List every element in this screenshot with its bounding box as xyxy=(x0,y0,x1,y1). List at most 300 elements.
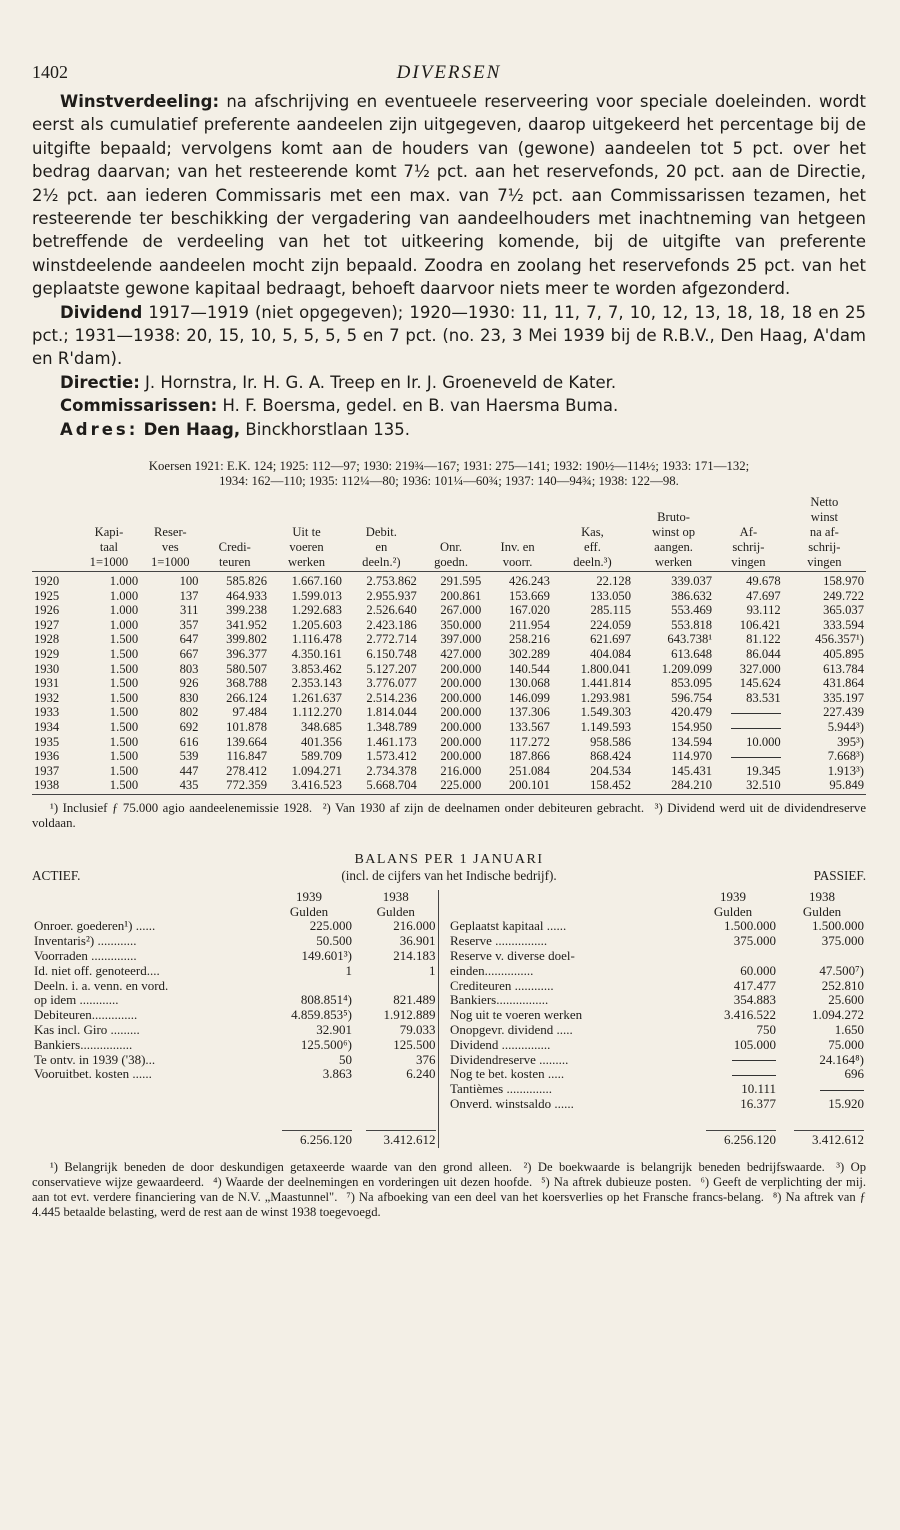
dash-rule xyxy=(820,1090,864,1091)
row-year: 1933 xyxy=(34,705,60,720)
column-header: vingen xyxy=(714,555,783,572)
table-cell: 266.124 xyxy=(226,690,268,705)
table-cell: 258.216 xyxy=(508,632,550,647)
balance-row xyxy=(32,964,866,979)
table-cell: 426.243 xyxy=(508,574,550,589)
passief-item-value: 24.164⁸) xyxy=(819,1051,864,1067)
table-cell: 3.776.077 xyxy=(366,676,417,691)
passief-item-value: 750 xyxy=(756,1021,776,1037)
table-cell: 32.510 xyxy=(714,778,783,794)
table-cell: 3.416.523 xyxy=(269,778,344,794)
table-cell: 1.293.981 xyxy=(580,690,631,705)
table-cell: 3.853.462 xyxy=(291,661,342,676)
passief-item-label: Onverd. winstsaldo ...... xyxy=(450,1095,574,1111)
table-row xyxy=(32,705,866,720)
table-cell: 2.772.714 xyxy=(366,632,417,647)
column-header xyxy=(32,540,78,555)
table-header-row xyxy=(32,525,866,540)
table-cell: 339.037 xyxy=(671,574,713,589)
table-cell: 1.116.478 xyxy=(292,632,342,647)
actief-item-value: 3.863 xyxy=(322,1066,352,1082)
table-row xyxy=(32,691,866,706)
table-cell xyxy=(714,749,783,764)
table-cell: 1.000 xyxy=(109,617,139,632)
dash-rule xyxy=(731,713,781,714)
row-year: 1930 xyxy=(34,661,60,676)
actief-item-label: Voorraden .............. xyxy=(34,948,137,963)
column-header: voeren xyxy=(289,540,324,555)
column-header: goedn. xyxy=(419,555,483,572)
balans-note-7: ⁷) Na afboeking van een deel van het koersverlies op het Fransche francs-belang. xyxy=(346,1189,764,1204)
passief-item-value: 1.650 xyxy=(834,1021,864,1037)
table-cell xyxy=(714,720,783,735)
column-header: 1=1000 xyxy=(78,555,140,572)
passief-item-label: Dividendreserve ......... xyxy=(450,1051,569,1067)
table-cell: 2.753.862 xyxy=(366,574,417,589)
fin-note-3: ³) Dividend werd uit de dividendreserve voldaan. xyxy=(32,801,867,831)
table-cell: 200.000 xyxy=(440,690,482,705)
table-cell: 464.933 xyxy=(226,588,268,603)
table-cell: 365.037 xyxy=(823,603,864,618)
passief-item-label: Reserve ................ xyxy=(450,933,548,949)
table-cell: 1.814.044 xyxy=(366,705,417,720)
table-cell: 613.648 xyxy=(671,647,713,662)
table-cell: 227.439 xyxy=(823,705,864,720)
table-cell: 19.345 xyxy=(746,763,781,778)
passief-unit-1939: Gulden xyxy=(713,903,753,919)
passief-item-label: Nog te bet. kosten ..... xyxy=(450,1066,565,1082)
table-cell: 1.441.814 xyxy=(580,676,631,691)
balans-subtitle: (incl. de cijfers van het Indische bedrijf). xyxy=(341,867,557,883)
table-row xyxy=(32,632,866,647)
table-cell: 200.000 xyxy=(440,661,482,676)
actief-year-1939: 1939 xyxy=(296,888,322,904)
running-head: DIVERSEN xyxy=(396,62,502,83)
balance-row xyxy=(32,979,866,994)
table-cell: 137.306 xyxy=(508,705,550,720)
passief-year-1939: 1939 xyxy=(720,888,746,904)
actief-item-value: 4.859.853⁵) xyxy=(291,1007,352,1023)
table-cell: 285.115 xyxy=(590,603,631,618)
actief-total-1939: 6.256.120 xyxy=(282,1130,352,1148)
actief-item-value: 125.500 xyxy=(393,1036,436,1052)
actief-total-1938: 3.412.612 xyxy=(366,1130,436,1148)
table-cell: 1.292.683 xyxy=(291,603,342,618)
passief-item-label: Crediteuren ............ xyxy=(450,977,554,993)
passief-item-value: 15.920 xyxy=(828,1095,864,1111)
table-cell: 291.595 xyxy=(440,574,482,589)
balance-row xyxy=(32,1082,866,1097)
table-cell: 133.567 xyxy=(508,720,550,735)
column-header: vingen xyxy=(783,555,866,572)
table-cell: 200.000 xyxy=(440,720,482,735)
column-header: schrij- xyxy=(732,540,765,555)
passief-item-value: 354.883 xyxy=(733,992,776,1008)
table-cell: 589.709 xyxy=(301,749,342,764)
actief-item-value xyxy=(264,979,354,994)
table-cell: 1.000 xyxy=(109,603,139,618)
table-cell: 153.669 xyxy=(508,588,550,603)
table-cell: 225.000 xyxy=(419,778,483,794)
passief-item-value: 417.477 xyxy=(733,977,776,993)
table-cell: 134.594 xyxy=(671,734,713,749)
column-header xyxy=(32,525,78,540)
table-cell: 130.068 xyxy=(508,676,550,691)
koersen-line-1: Koersen 1921: E.K. 124; 1925: 112—97; 1930: 219¾—167; 1931: 275—141; 1932: 190½—114½; 1933: 171—132; xyxy=(148,459,750,474)
page-header xyxy=(32,58,866,90)
table-cell: 187.866 xyxy=(508,749,550,764)
actief-heading: ACTIEF. xyxy=(32,867,81,883)
dash-rule xyxy=(731,757,781,758)
table-row xyxy=(32,764,866,779)
actief-item-value: 1 xyxy=(429,962,436,978)
table-cell: 4.350.161 xyxy=(291,647,342,662)
table-cell: 278.412 xyxy=(226,763,268,778)
dividend-paragraph xyxy=(32,301,866,371)
balance-row xyxy=(32,1008,866,1023)
passief-item-value: 696 xyxy=(844,1066,864,1082)
table-cell: 167.020 xyxy=(508,603,550,618)
column-header xyxy=(483,525,552,540)
table-cell: 200.861 xyxy=(440,588,482,603)
adres-city: Den Haag, xyxy=(143,419,241,439)
table-cell: 2.514.236 xyxy=(366,690,417,705)
koersen xyxy=(32,459,866,489)
table-cell: 396.377 xyxy=(226,647,268,662)
column-header: ves xyxy=(161,540,179,555)
table-cell: 1.573.412 xyxy=(366,749,417,764)
actief-unit-1939: Gulden xyxy=(289,903,329,919)
header-winst: winst xyxy=(810,510,839,525)
table-cell: 1.461.173 xyxy=(366,734,417,749)
table-cell: 596.754 xyxy=(671,690,713,705)
table-cell: 539 xyxy=(179,749,199,764)
commissarissen-text: H. F. Boersma, gedel. en B. van Haersma Buma. xyxy=(222,396,619,416)
table-cell: 1.500 xyxy=(78,778,140,794)
passief-item-label: Bankiers................ xyxy=(450,992,549,1008)
table-cell: 117.272 xyxy=(509,734,550,749)
directie-text: J. Hornstra, Ir. H. G. A. Treep en Ir. J. Groeneveld de Kater. xyxy=(145,372,617,392)
table-cell: 1.500 xyxy=(109,763,139,778)
table-cell: 1.913³) xyxy=(827,763,864,778)
actief-item-label: op idem ............ xyxy=(34,992,119,1008)
table-cell: 1.261.637 xyxy=(291,690,342,705)
actief-item-value: 79.033 xyxy=(399,1021,436,1037)
column-header: Inv. en xyxy=(500,540,535,555)
passief-item-value: 1.500.000 xyxy=(812,918,864,934)
table-cell: 395³) xyxy=(837,734,864,749)
table-cell: 613.784 xyxy=(823,661,864,676)
passief-item-value: 16.377 xyxy=(740,1095,776,1111)
table-cell: 1.500 xyxy=(109,676,139,691)
balans-note-1: ¹) Belangrijk beneden de door deskundigen getaxeerde waarde van den grond alleen. xyxy=(50,1159,513,1174)
passief-item-value: 60.000 xyxy=(740,962,776,978)
table-cell: 5.668.704 xyxy=(344,778,419,794)
table-cell: 1.000 xyxy=(109,574,139,589)
table-cell: 93.112 xyxy=(746,603,781,618)
actief-item-value: 50.500 xyxy=(316,933,352,949)
passief-item-value: 47.500⁷) xyxy=(819,962,864,978)
balance-row xyxy=(32,1038,866,1053)
passief-item-value: 252.810 xyxy=(821,977,864,993)
table-cell: 97.484 xyxy=(232,705,268,720)
table-cell: 200.000 xyxy=(440,749,482,764)
table-cell: 95.849 xyxy=(783,778,866,794)
actief-item-value: 1 xyxy=(345,962,352,978)
column-header: schrij- xyxy=(808,540,841,555)
passief-item-value: 375.000 xyxy=(733,933,776,949)
winstverdeeling-text: na afschrijving en eventueele reserveering voor speciale doeleinden. wordt eerst als cumulatief preferente aandeelen zijn uitgegeven, daarop uitgekeerd het percentage bij de uitgifte bepaald; vervolgens komt aan de houders van (gewone) aandeelen tot 5 pct. over het bedrag daarvan; van het resteerende komt 7½ pct. aan het reservefonds, 20 pct. aan de Directie, 2½ pct. aan iederen Commissaris met een max. van 7½ pct. aan Commissarissen tezamen, het resteerende ter beschikking der vergadering van aandeelhouders met inachtneming van hetgeen betreffende de verdeeling van het tot uitkeering komende, bij de uitgifte van preferente winstdeelende aandeelen mocht zijn bepaald. Zoodra en zoolang het reservefonds 25 pct. van het geplaatste gewone kapitaal bedraagt, behoeft daarvoor niets meer te worden afgezonderd. xyxy=(32,92,866,299)
table-cell: 1.205.603 xyxy=(291,617,342,632)
table-cell: 267.000 xyxy=(440,603,482,618)
financial-table xyxy=(32,495,866,795)
table-cell: 621.697 xyxy=(590,632,631,647)
table-cell: 146.099 xyxy=(508,690,550,705)
actief-item-label: Inventaris²) ............ xyxy=(34,933,137,949)
table-cell: 456.357¹) xyxy=(815,632,864,647)
fin-note-2: ²) Van 1930 af zijn de deelnamen onder debiteuren gebracht. xyxy=(322,801,645,815)
table-cell: 200.000 xyxy=(440,676,482,691)
balance-row xyxy=(32,1067,866,1082)
table-cell: 667 xyxy=(179,647,199,662)
balans-title: BALANS PER 1 JANUARI xyxy=(354,851,544,867)
table-header-row xyxy=(32,540,866,555)
table-cell: 435 xyxy=(140,778,200,794)
table-cell: 216.000 xyxy=(440,763,482,778)
column-header: taal xyxy=(99,540,119,555)
row-year: 1927 xyxy=(34,617,60,632)
table-cell: 647 xyxy=(179,632,199,647)
passief-item-value xyxy=(688,1053,778,1068)
table-cell: 333.594 xyxy=(823,617,864,632)
table-row xyxy=(32,749,866,764)
actief-item-value: 6.240 xyxy=(406,1066,436,1082)
adres-paragraph xyxy=(32,418,866,441)
table-cell: 5.127.207 xyxy=(366,661,417,676)
table-cell: 772.359 xyxy=(200,778,269,794)
financial-notes xyxy=(32,801,866,832)
adres-label: Adres: xyxy=(60,419,139,439)
table-cell: 86.044 xyxy=(746,647,781,662)
actief-item-label: Kas incl. Giro ......... xyxy=(34,1021,140,1037)
actief-item-value: 225.000 xyxy=(309,918,352,934)
table-header-row xyxy=(32,555,866,572)
table-cell: 200.000 xyxy=(440,734,482,749)
actief-item-value: 125.500⁶) xyxy=(300,1036,352,1052)
balance-row xyxy=(32,934,866,949)
winstverdeeling-paragraph xyxy=(32,90,866,301)
adres-street: Binckhorstlaan 135. xyxy=(245,419,411,439)
table-cell: 302.289 xyxy=(508,647,550,662)
column-header xyxy=(419,525,483,540)
passief-item-value: 105.000 xyxy=(733,1036,776,1052)
table-cell: 137 xyxy=(179,588,199,603)
table-cell: 803 xyxy=(179,661,199,676)
balans-note-3: ³) Op conservatieve wijze gewaardeerd. xyxy=(32,1159,867,1189)
table-cell: 327.000 xyxy=(739,661,781,676)
dividend-text: 1917—1919 (niet opgegeven); 1920—1930: 11, 11, 7, 7, 10, 12, 13, 18, 18, 18 en 25 pct.; 1931—1938: 20, 15, 10, 5, 5, 5, 5 en 7 pct. (no. 23, 3 Mei 1939 bij de R.B.V., Den Haag, A'dam en R'dam). xyxy=(32,302,866,369)
table-cell: 830 xyxy=(179,690,199,705)
row-year: 1931 xyxy=(34,676,60,691)
table-cell: 1.348.789 xyxy=(366,720,417,735)
table-cell: 139.664 xyxy=(226,734,268,749)
balans-note-5: ⁵) Na aftrek dubieuze posten. xyxy=(541,1174,692,1189)
row-year: 1920 xyxy=(34,574,60,589)
table-cell: 399.802 xyxy=(226,632,268,647)
actief-item-value: 808.851⁴) xyxy=(300,992,352,1008)
dash-rule xyxy=(731,728,781,729)
passief-unit-1938: Gulden xyxy=(802,903,842,919)
table-cell: 133.050 xyxy=(590,588,631,603)
actief-item-label: Onroer. goederen¹) ...... xyxy=(34,918,156,934)
header-netto: Netto xyxy=(810,495,839,510)
table-cell: 5.944³) xyxy=(827,720,864,735)
balance-row xyxy=(32,1053,866,1068)
actief-item-value: 214.183 xyxy=(393,948,436,963)
row-year: 1925 xyxy=(34,588,60,603)
passief-item-value: 25.600 xyxy=(828,992,864,1008)
passief-item-value: 1.500.000 xyxy=(724,918,776,934)
column-header: teuren xyxy=(200,555,269,572)
column-header: na af- xyxy=(809,525,839,540)
table-cell: 10.000 xyxy=(746,734,781,749)
column-header: en xyxy=(375,540,388,555)
passief-item-label: Geplaatst kapitaal ...... xyxy=(450,918,567,934)
row-year: 1935 xyxy=(34,734,60,749)
table-cell: 114.970 xyxy=(671,749,713,764)
table-cell: 1.500 xyxy=(109,632,139,647)
table-cell: 1.500 xyxy=(109,720,139,735)
actief-item-label: Debiteuren.............. xyxy=(34,1007,138,1023)
header-bruto: Bruto- xyxy=(657,510,690,525)
balance-row xyxy=(32,949,866,964)
column-header: Debit. xyxy=(365,525,397,540)
table-cell: 868.424 xyxy=(590,749,631,764)
table-cell: 2.955.937 xyxy=(366,588,417,603)
table-cell: 616 xyxy=(179,734,199,749)
table-cell: 145.624 xyxy=(739,676,781,691)
table-cell xyxy=(714,705,783,720)
table-cell: 116.847 xyxy=(226,749,268,764)
table-cell: 200.000 xyxy=(440,705,482,720)
table-cell: 348.685 xyxy=(301,720,342,735)
actief-item-value xyxy=(354,979,438,994)
table-cell: 1.149.593 xyxy=(580,720,631,735)
passief-item-label: Reserve v. diverse doel- xyxy=(450,948,575,963)
column-header xyxy=(200,525,269,540)
table-cell: 397.000 xyxy=(440,632,482,647)
table-cell: 251.084 xyxy=(508,763,550,778)
passief-item-value: 10.111 xyxy=(741,1081,776,1097)
table-cell: 2.353.143 xyxy=(291,676,342,691)
balans-subheader xyxy=(32,868,866,886)
table-cell: 204.534 xyxy=(590,763,631,778)
table-cell: 357 xyxy=(179,617,199,632)
actief-item-value: 1.912.889 xyxy=(383,1007,436,1023)
actief-year-1938: 1938 xyxy=(382,888,409,904)
actief-item-label: Te ontv. in 1939 ('38)... xyxy=(34,1051,156,1067)
table-cell: 140.544 xyxy=(508,661,550,676)
table-cell: 100 xyxy=(179,574,199,589)
commissarissen-label: Commissarissen: xyxy=(60,396,218,416)
actief-item-value: 36.901 xyxy=(399,933,436,949)
actief-item-value: 821.489 xyxy=(393,992,436,1008)
table-cell: 335.197 xyxy=(823,690,864,705)
table-cell: 643.738¹ xyxy=(667,632,713,647)
table-cell: 1.112.270 xyxy=(292,705,342,720)
table-cell: 1.500 xyxy=(109,690,139,705)
passief-item-value: 75.000 xyxy=(828,1036,864,1052)
table-cell: 420.479 xyxy=(671,705,713,720)
totals-row xyxy=(32,1126,866,1148)
balans-note-2: ²) De boekwaarde is belangrijk beneden bedrijfswaarde. xyxy=(523,1159,825,1174)
table-cell: 1.500 xyxy=(109,734,139,749)
table-row xyxy=(32,572,866,589)
dash-rule xyxy=(732,1075,776,1076)
row-year: 1928 xyxy=(34,632,60,647)
table-cell: 158.970 xyxy=(823,574,864,589)
table-cell: 447 xyxy=(179,763,199,778)
table-row xyxy=(32,647,866,662)
passief-heading: PASSIEF. xyxy=(813,867,866,883)
fin-note-1: ¹) Inclusief ƒ 75.000 agio aandeelenemissie 1928. xyxy=(50,801,313,815)
column-header: Kapi- xyxy=(94,525,124,540)
table-cell: 1.500 xyxy=(109,647,139,662)
table-row xyxy=(32,618,866,633)
column-header: Onr. xyxy=(440,540,463,555)
column-header xyxy=(32,555,78,572)
table-cell: 692 xyxy=(179,720,199,735)
table-cell: 2.423.186 xyxy=(366,617,417,632)
table-cell: 1.000 xyxy=(109,588,139,603)
table-cell: 1.549.303 xyxy=(580,705,631,720)
table-cell: 22.128 xyxy=(596,574,631,589)
table-cell: 101.878 xyxy=(226,720,268,735)
actief-item-label: Vooruitbet. kosten ...... xyxy=(34,1066,152,1082)
table-row xyxy=(32,589,866,604)
column-header: aangen. xyxy=(654,540,693,555)
row-year: 1938 xyxy=(32,778,78,794)
commissarissen-paragraph xyxy=(32,394,866,417)
passief-item-value: 1.094.272 xyxy=(812,1007,864,1023)
table-cell: 427.000 xyxy=(440,647,482,662)
table-cell: 49.678 xyxy=(746,574,781,589)
table-cell: 106.421 xyxy=(739,617,781,632)
balans-note-8: ⁸) Na aftrek van ƒ 4.445 betaalde belasting, werd de rest aan de winst 1938 toegevoegd. xyxy=(32,1189,866,1220)
column-header: werken xyxy=(269,555,344,572)
table-cell: 7.668³) xyxy=(827,749,864,764)
table-cell: 585.826 xyxy=(226,574,268,589)
passief-item-value xyxy=(778,1082,866,1097)
table-cell: 853.095 xyxy=(671,676,713,691)
passief-item-value: 375.000 xyxy=(821,933,864,949)
row-year: 1936 xyxy=(34,749,60,764)
actief-unit-1938: Gulden xyxy=(376,903,415,919)
passief-item-label: einden............... xyxy=(450,962,534,978)
table-cell: 405.895 xyxy=(823,647,864,662)
table-cell: 341.952 xyxy=(226,617,268,632)
table-row xyxy=(32,778,866,794)
column-header: Credi- xyxy=(218,540,251,555)
passief-item-label: Onopgevr. dividend ..... xyxy=(450,1021,573,1037)
column-header: Uit te xyxy=(292,525,321,540)
actief-item-value: 32.901 xyxy=(316,1021,352,1037)
actief-item-value: 149.601³) xyxy=(301,948,352,963)
table-cell: 1.500 xyxy=(109,705,139,720)
passief-item-value xyxy=(688,1067,778,1082)
table-cell: 81.122 xyxy=(746,632,781,647)
table-cell: 1.209.099 xyxy=(661,661,713,676)
